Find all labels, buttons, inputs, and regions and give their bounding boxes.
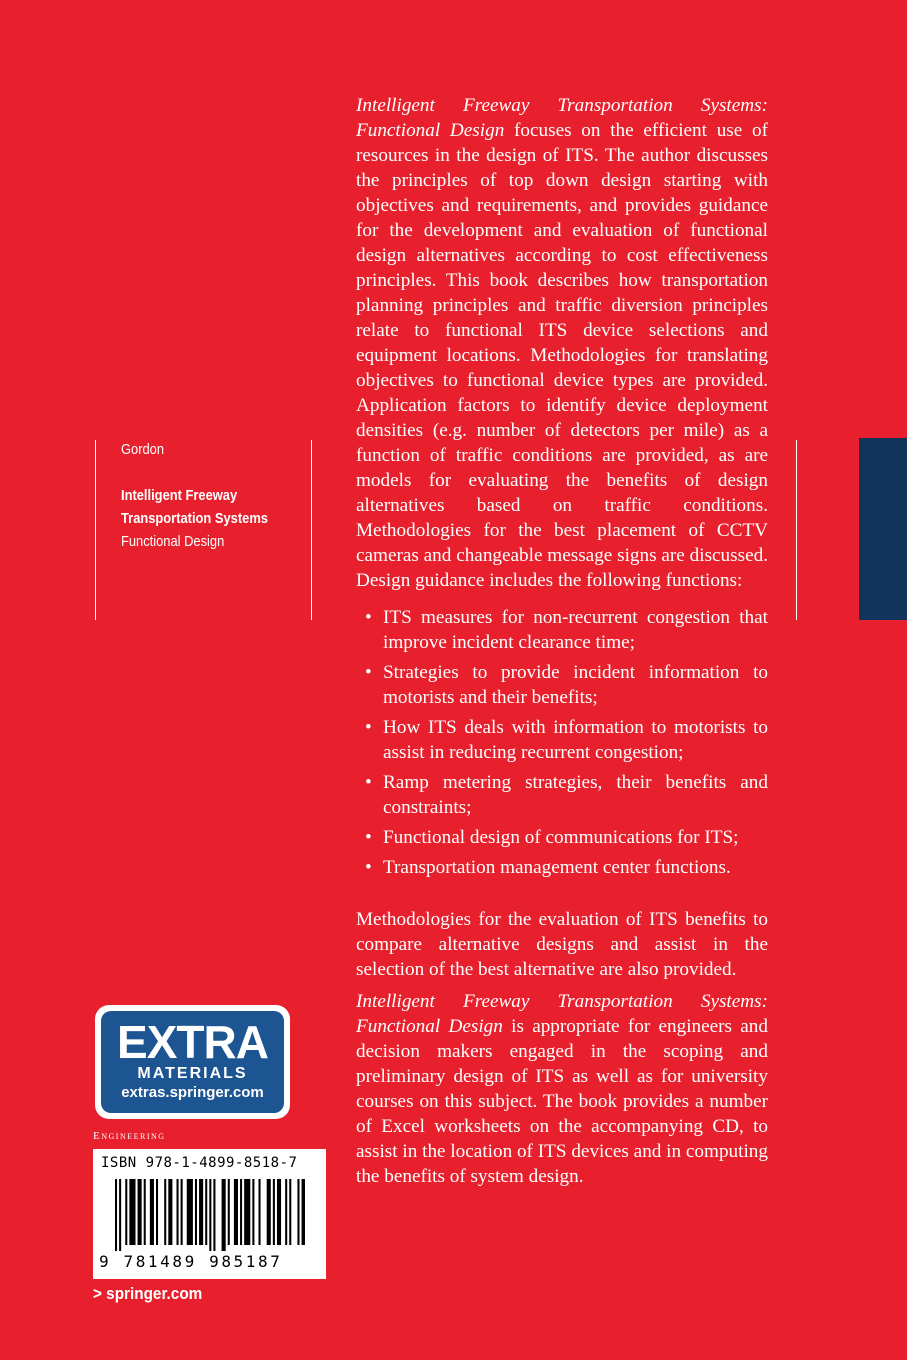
author-name: Gordon xyxy=(121,441,165,458)
extra-materials-badge xyxy=(95,1005,290,1119)
book-title-line-2: Transportation Systems xyxy=(121,510,268,527)
left-divider-line xyxy=(95,440,96,620)
barcode-bar xyxy=(259,1179,261,1245)
evaluation-paragraph: Methodologies for the evaluation of ITS benefits to compare alternative designs and assist in the selection of the best alternative are also provided. xyxy=(356,909,768,980)
list-item-text: Functional design of communications for ITS; xyxy=(383,827,739,848)
closing-text: is appropriate for engineers and decision makers engaged in the scoping and preliminary design of ITS as well as for university courses on this subject. The book provides a number of Excel worksheets on the accompanying CD, to assist in the location of ITS devices and in computing the benefits of system design. xyxy=(356,1016,768,1187)
barcode-bar xyxy=(289,1179,291,1245)
closing-book-title: Intelligent Freeway Transportation Systems: Functional Design xyxy=(356,991,768,1037)
list-item xyxy=(356,855,768,880)
list-item-text: ITS measures for non-recurrent congestion that improve incident clearance time; xyxy=(383,607,768,653)
extra-materials-badge-inner xyxy=(101,1011,284,1113)
barcode-bar xyxy=(195,1179,197,1245)
barcode-bar xyxy=(267,1179,271,1245)
list-item xyxy=(356,715,768,765)
intro-book-title: Intelligent Freeway Transportation Systems: Functional Design xyxy=(356,95,768,141)
barcode-bar xyxy=(187,1179,193,1245)
list-item xyxy=(356,825,768,850)
list-item xyxy=(356,605,768,655)
list-item-text: Ramp metering strategies, their benefits and constraints; xyxy=(383,772,768,818)
barcode-bar xyxy=(164,1179,166,1245)
barcode-bar xyxy=(177,1179,179,1245)
materials-label: MATERIALS xyxy=(137,1065,248,1082)
author-title-block xyxy=(121,438,280,553)
barcode-bar xyxy=(115,1179,117,1251)
springer-link: > springer.com xyxy=(93,1284,203,1303)
list-item-text: Transportation management center functions. xyxy=(383,857,731,878)
closing-paragraph xyxy=(356,989,768,1189)
function-list xyxy=(356,605,768,880)
barcode-bar xyxy=(125,1179,127,1245)
barcode-bar xyxy=(213,1179,215,1251)
barcode-bar xyxy=(240,1179,242,1245)
barcode-bar xyxy=(144,1179,146,1245)
barcode-bar xyxy=(129,1179,135,1245)
list-item xyxy=(356,660,768,710)
barcode-bar xyxy=(168,1179,172,1245)
barcode-bar xyxy=(285,1179,287,1245)
barcode-bar xyxy=(209,1179,211,1251)
bullet-icon: • xyxy=(365,662,372,683)
extra-label: EXTRA xyxy=(117,1016,268,1068)
spine-color-tab xyxy=(859,438,907,620)
barcode-bar xyxy=(222,1179,226,1251)
barcode-bar xyxy=(205,1179,207,1245)
text-divider-line xyxy=(796,440,797,620)
book-title-line-1: Intelligent Freeway xyxy=(121,487,238,504)
barcode-bar xyxy=(228,1179,230,1245)
barcode-bar xyxy=(244,1179,250,1245)
barcode-bar xyxy=(277,1179,281,1245)
book-subtitle: Functional Design xyxy=(121,533,225,550)
barcode-bar xyxy=(150,1179,154,1245)
barcode-bar xyxy=(199,1179,203,1245)
bullet-icon: • xyxy=(365,827,372,848)
bullet-icon: • xyxy=(365,607,372,628)
right-divider-line xyxy=(311,440,312,620)
back-cover-blurb xyxy=(356,93,768,1189)
barcode-bar xyxy=(119,1179,121,1251)
barcode-bar xyxy=(234,1179,238,1245)
bullet-icon: • xyxy=(365,857,372,878)
barcode-bar xyxy=(297,1179,299,1245)
barcode-bar xyxy=(252,1179,254,1245)
barcode-bar xyxy=(273,1179,275,1245)
barcode-bars xyxy=(115,1179,305,1251)
bullet-icon: • xyxy=(365,717,372,738)
list-item-text: How ITS deals with information to motorists to assist in reducing recurrent congestion; xyxy=(383,717,768,763)
barcode-bar xyxy=(156,1179,158,1245)
barcode-bar xyxy=(181,1179,183,1245)
extras-url: extras.springer.com xyxy=(121,1084,264,1101)
intro-text: focuses on the efficient use of resources in the design of ITS. The author discusses the principles of top down design starting with objectives and requirements, and provides guidance for the development and evaluation of functional design alternatives according to cost effectiveness principles. This book describes how transportation planning principles and traffic diversion principles relate to functional ITS device selections and equipment locations. Methodologies for translating objectives to functional device types are provided. Application factors to identify device deployment densities (e.g. number of detectors per mile) as a function of traffic conditions are provided, as are models for evaluating the benefits of design alternatives based on traffic conditions. Methodologies for the best placement of CCTV cameras and changeable message signs are discussed. Design guidance includes the following functions: xyxy=(356,120,768,591)
isbn-barcode xyxy=(93,1149,326,1279)
barcode-bar xyxy=(302,1179,305,1245)
intro-paragraph xyxy=(356,93,768,593)
isbn-text: ISBN 978-1-4899-8518-7 xyxy=(101,1155,298,1171)
list-item-text: Strategies to provide incident information to motorists and their benefits; xyxy=(383,662,768,708)
list-item xyxy=(356,770,768,820)
barcode-bar xyxy=(138,1179,142,1245)
bullet-icon: • xyxy=(365,772,372,793)
barcode-digits: 9 781489 985187 xyxy=(99,1252,283,1271)
subject-category: Engineering xyxy=(93,1130,166,1142)
